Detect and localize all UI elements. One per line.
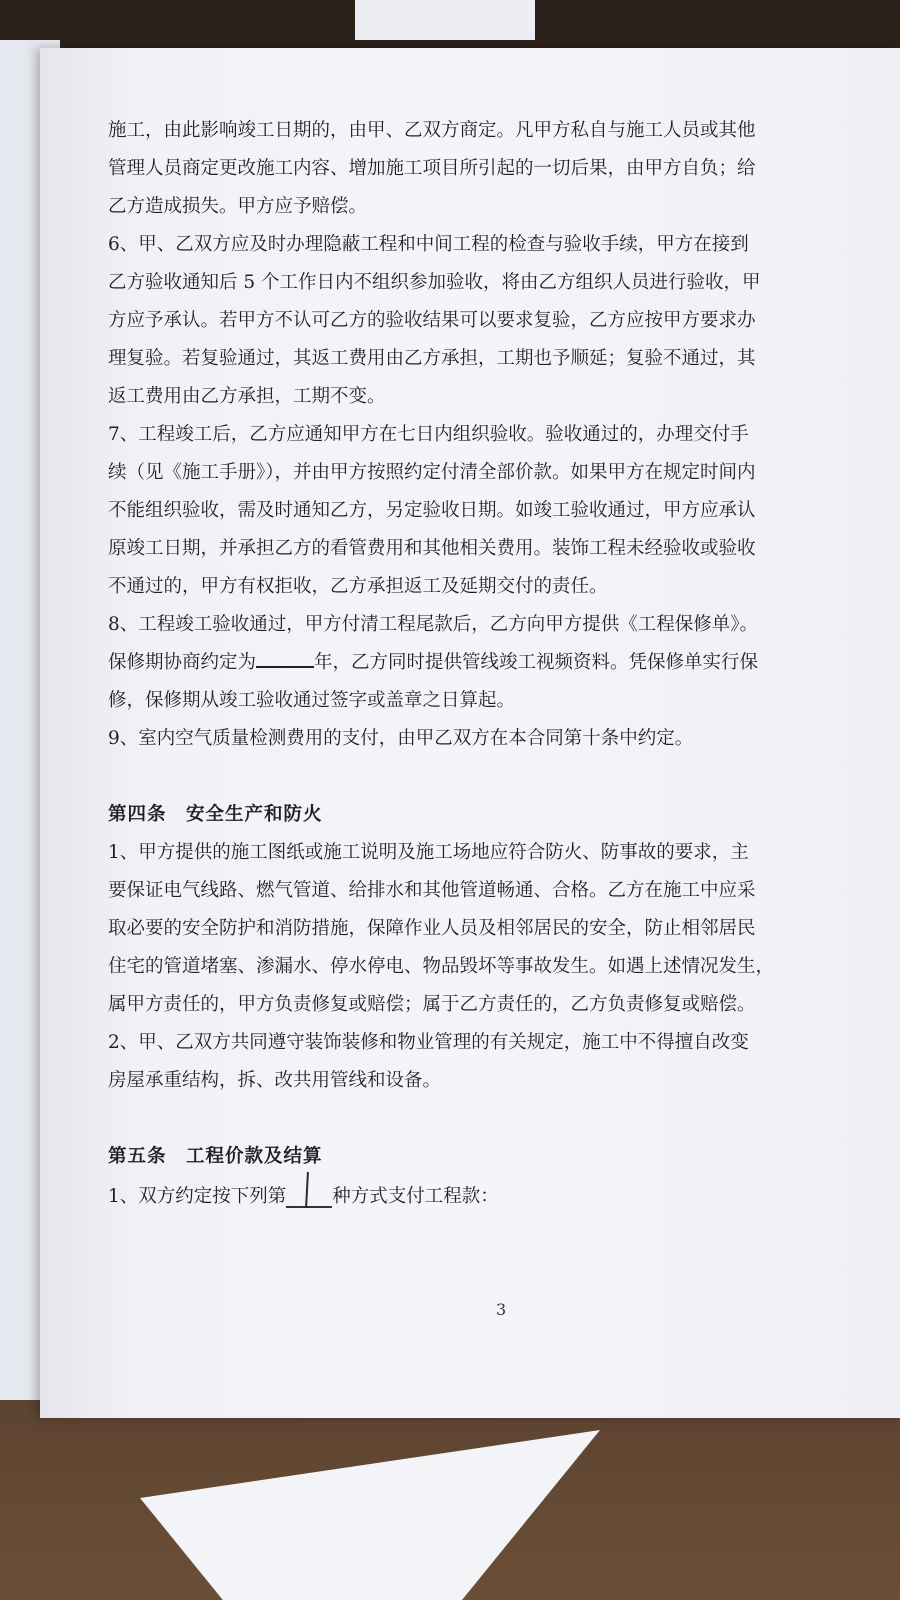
warranty-line — [108, 644, 858, 682]
text-line: 9、室内空气质量检测费用的支付，由甲乙双方在本合同第十条中约定。 — [108, 728, 694, 749]
top-paper-edge — [355, 0, 535, 40]
section-5-heading: 第五条 工程价款及结算 — [108, 1146, 323, 1167]
text-line: 不能组织验收，需及时通知乙方，另定验收日期。如竣工验收通过，甲方应承认 — [108, 500, 756, 521]
text-line: 6、甲、乙双方应及时办理隐蔽工程和中间工程的检查与验收手续，甲方在接到 — [108, 234, 749, 255]
text-line: 要保证电气线路、燃气管道、给排水和其他管道畅通、合格。乙方在施工中应采 — [108, 880, 756, 901]
text-line: 管理人员商定更改施工内容、增加施工项目所引起的一切后果，由甲方自负；给 — [108, 158, 756, 179]
text-line: 乙方验收通知后 5 个工作日内不组织参加验收，将由乙方组织人员进行验收，甲 — [108, 272, 761, 293]
payment-line — [108, 1176, 858, 1216]
text-line: 不通过的，甲方有权拒收，乙方承担返工及延期交付的责任。 — [108, 576, 608, 597]
text-line: 修，保修期从竣工验收通过签字或盖章之日算起。 — [108, 690, 516, 711]
document-page — [40, 48, 900, 1418]
handwritten-stroke — [305, 1172, 309, 1208]
handwritten-mark — [286, 1176, 332, 1208]
text-line: 理复验。若复验通过，其返工费用由乙方承担，工期也予顺延；复验不通过，其 — [108, 348, 756, 369]
text-line: 方应予承认。若甲方不认可乙方的验收结果可以要求复验，乙方应按甲方要求办 — [108, 310, 756, 331]
payment-text-after: 种方式支付工程款： — [332, 1186, 499, 1207]
warranty-years-blank — [256, 644, 314, 668]
text-line: 1、甲方提供的施工图纸或施工说明及施工场地应符合防火、防事故的要求，主 — [108, 842, 749, 863]
text-line: 2、甲、乙双方共同遵守装饰装修和物业管理的有关规定，施工中不得擅自改变 — [108, 1032, 749, 1053]
text-line: 房屋承重结构，拆、改共用管线和设备。 — [108, 1070, 442, 1091]
page-number: 3 — [496, 1300, 507, 1319]
text-line: 住宅的管道堵塞、渗漏水、停水停电、物品毁坏等事故发生。如遇上述情况发生， — [108, 956, 775, 977]
text-line: 续（见《施工手册》），并由甲方按照约定付清全部价款。如果甲方在规定时间内 — [108, 462, 756, 483]
text-line: 乙方造成损失。甲方应予赔偿。 — [108, 196, 368, 217]
text-line: 返工费用由乙方承担，工期不变。 — [108, 386, 386, 407]
payment-text-before: 1、双方约定按下列第 — [108, 1186, 287, 1207]
warranty-text-after: 年，乙方同时提供管线竣工视频资料。凭保修单实行保 — [314, 652, 759, 673]
warranty-text-before: 保修期协商约定为 — [108, 652, 257, 673]
text-line: 属甲方责任的，甲方负责修复或赔偿；属于乙方责任的，乙方负责修复或赔偿。 — [108, 994, 756, 1015]
text-line: 7、工程竣工后，乙方应通知甲方在七日内组织验收。验收通过的，办理交付手 — [108, 424, 749, 445]
text-line: 施工，由此影响竣工日期的，由甲、乙双方商定。凡甲方私自与施工人员或其他 — [108, 120, 756, 141]
section-gap — [108, 1100, 858, 1138]
section-gap — [108, 758, 858, 796]
page-content — [108, 112, 858, 1216]
text-line: 取必要的安全防护和消防措施，保障作业人员及相邻居民的安全，防止相邻居民 — [108, 918, 756, 939]
text-line: 原竣工日期，并承担乙方的看管费用和其他相关费用。装饰工程未经验收或验收 — [108, 538, 756, 559]
section-4-heading: 第四条 安全生产和防火 — [108, 804, 323, 825]
text-line: 8、工程竣工验收通过，甲方付清工程尾款后，乙方向甲方提供《工程保修单》。 — [108, 614, 759, 635]
